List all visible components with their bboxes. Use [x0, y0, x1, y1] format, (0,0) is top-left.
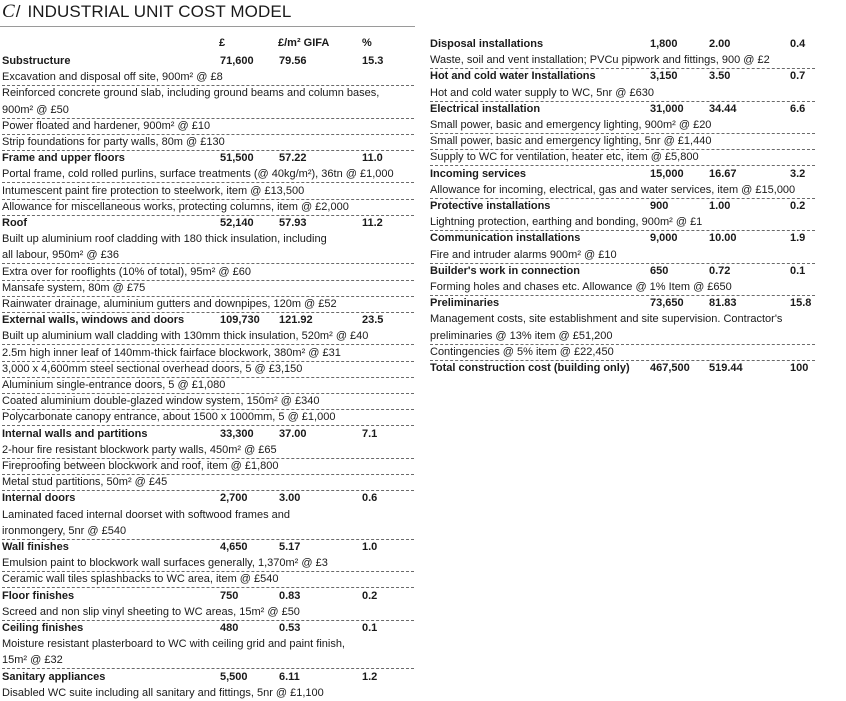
cost-value: 15,000: [650, 167, 684, 180]
cost-heading-row: [430, 68, 815, 84]
item-description: Polycarbonate canopy entrance, about 1500 x 1000mm, 5 @ £1,000: [2, 411, 336, 424]
element-name: Total construction cost (building only): [430, 362, 630, 374]
cost-item-row: [2, 102, 414, 119]
element-name: External walls, windows and doors: [2, 314, 185, 327]
item-description: Ceramic wall tiles splashbacks to WC area, item @ £540: [2, 573, 279, 586]
rate-value: 3.00: [279, 492, 301, 505]
percent-value: 15.8: [790, 297, 812, 310]
item-description: Small power, basic and emergency lighting, 5nr @ £1,440: [430, 135, 712, 148]
element-name: Frame and upper floors: [2, 152, 125, 165]
rate-value: 121.92: [279, 314, 313, 327]
cost-item-row: [2, 636, 414, 652]
cost-item-row: [2, 280, 414, 297]
cost-value: 71,600: [220, 55, 254, 67]
cost-value: 73,650: [650, 297, 684, 310]
cost-item-row: [2, 361, 414, 378]
percent-value: 7.1: [362, 427, 378, 440]
cost-heading-row: [430, 198, 815, 214]
item-description: Rainwater drainage, aluminium gutters and downpipes, 120m @ £52: [2, 298, 337, 310]
item-description: Moisture resistant plasterboard to WC with ceiling grid and paint finish,: [2, 638, 345, 651]
cost-item-row: [2, 183, 414, 200]
cost-item-row: [2, 458, 414, 475]
header-percent: %: [362, 37, 372, 49]
rate-value: 3.50: [709, 70, 731, 83]
rate-value: 34.44: [709, 102, 737, 115]
item-description: Forming holes and chases etc. Allowance @ 1% Item @ £650: [430, 281, 732, 293]
item-description: Emulsion paint to blockwork wall surfaces generally, 1,370m² @ £3: [2, 557, 328, 570]
cost-heading-row: [430, 101, 815, 117]
percent-value: 6.6: [790, 102, 806, 115]
cost-heading-row: [430, 360, 815, 376]
cost-item-row: [2, 166, 414, 183]
cost-value: 1,800: [650, 38, 678, 50]
cost-item-row: [2, 555, 414, 572]
cost-value: 109,730: [220, 314, 260, 327]
section-letter: C: [2, 1, 15, 22]
cost-heading-row: [2, 53, 414, 69]
percent-value: 1.9: [790, 232, 806, 245]
rate-value: 16.67: [709, 167, 737, 180]
cost-item-row: [430, 279, 815, 296]
cost-item-row: [2, 247, 414, 264]
cost-item-row: [2, 685, 414, 701]
item-description: Hot and cold water supply to WC, 5nr @ £630: [430, 86, 654, 99]
cost-value: 33,300: [220, 427, 254, 440]
cost-item-row: [430, 344, 815, 361]
cost-item-row: [2, 507, 414, 523]
cost-item-row: [2, 442, 414, 459]
cost-item-row: [2, 85, 414, 101]
item-description: Portal frame, cold rolled purlins, surface treatments (@ 40kg/m²), 36tn @ £1,000: [2, 168, 394, 181]
rate-value: 6.11: [279, 670, 300, 683]
cost-heading-row: [2, 490, 414, 506]
cost-item-row: [2, 523, 414, 540]
item-description: Power floated and hardener, 900m² @ £10: [2, 119, 211, 132]
cost-item-row: [2, 264, 414, 281]
item-description: Excavation and disposal off site, 900m² @ £8: [2, 71, 223, 84]
cost-heading-row: [430, 263, 815, 279]
cost-heading-row: [2, 312, 414, 328]
item-description: Laminated faced internal doorset with softwood frames and: [2, 508, 290, 521]
rate-value: 10.00: [709, 232, 737, 245]
element-name: Disposal installations: [430, 38, 544, 50]
element-name: Internal doors: [2, 492, 76, 505]
cost-heading-row: [2, 150, 414, 166]
item-description: Metal stud partitions, 50m² @ £45: [2, 476, 168, 489]
cost-item-row: [2, 409, 414, 426]
element-name: Protective installations: [430, 200, 551, 212]
item-description: Waste, soil and vent installation; PVCu pipwork and fittings, 900 @ £2: [430, 54, 770, 67]
cost-heading-row: [2, 588, 414, 604]
cost-value: 4,650: [220, 541, 248, 553]
cost-value: 5,500: [220, 670, 248, 683]
item-description: Small power, basic and emergency lighting, 900m² @ £20: [430, 119, 712, 131]
cost-item-row: [2, 474, 414, 491]
title-divider: /: [15, 2, 21, 21]
cost-heading-row: [430, 166, 815, 182]
cost-value: 750: [220, 589, 239, 602]
element-name: Builder's work in connection: [430, 264, 580, 277]
item-description: Built up aluminium wall cladding with 130mm thick insulation, 520m² @ £40: [2, 330, 369, 343]
cost-heading-row: [2, 539, 414, 555]
item-description: Supply to WC for ventilation, heater etc, item @ £5,800: [430, 151, 699, 164]
rate-value: 0.72: [709, 264, 731, 277]
item-description: 2-hour fire resistant blockwork party walls, 450m² @ £65: [2, 443, 277, 456]
rate-value: 519.44: [709, 362, 743, 374]
item-description: Contingencies @ 5% item @ £22,450: [430, 345, 614, 358]
title-text: INDUSTRIAL UNIT COST MODEL: [27, 2, 292, 21]
percent-value: 0.1: [362, 622, 378, 634]
element-name: Roof: [2, 217, 28, 229]
cost-value: 31,000: [650, 102, 684, 115]
cost-value: 900: [650, 200, 669, 212]
cost-value: 52,140: [220, 217, 254, 229]
item-description: Fireproofing between blockwork and roof, item @ £1,800: [2, 460, 279, 472]
header-cost: £: [219, 37, 226, 49]
header-rate: £/m² GIFA: [278, 37, 330, 49]
page-title: [2, 0, 291, 24]
percent-value: 15.3: [362, 55, 384, 67]
element-name: Wall finishes: [2, 541, 69, 553]
cost-item-row: [430, 52, 815, 69]
element-name: Preliminaries: [430, 297, 500, 310]
element-name: Electrical installation: [430, 102, 541, 115]
title-rule: [0, 26, 415, 27]
cost-item-row: [430, 149, 815, 166]
element-name: Sanitary appliances: [2, 670, 106, 683]
cost-item-row: [2, 393, 414, 410]
cost-value: 3,150: [650, 70, 678, 83]
rate-value: 0.53: [279, 622, 301, 634]
cost-item-row: [2, 571, 414, 588]
percent-value: 0.4: [790, 38, 806, 50]
cost-item-row: [2, 328, 414, 345]
cost-item-row: [2, 69, 414, 86]
percent-value: 0.1: [790, 264, 806, 277]
cost-value: 2,700: [220, 492, 248, 505]
percent-value: 0.2: [362, 589, 378, 602]
cost-item-row: [2, 199, 414, 216]
cost-heading-row: [2, 669, 414, 685]
percent-value: 0.2: [790, 200, 806, 212]
element-name: Floor finishes: [2, 589, 75, 602]
cost-heading-row: [2, 426, 414, 442]
cost-item-row: [2, 652, 414, 669]
element-name: Incoming services: [430, 167, 526, 180]
cost-item-row: [2, 134, 414, 151]
item-description: all labour, 950m² @ £36: [2, 249, 119, 262]
cost-heading-row: [430, 230, 815, 246]
item-description: Management costs, site establishment and site supervision. Contractor's: [430, 313, 783, 326]
cost-item-row: [2, 231, 414, 247]
item-description: Intumescent paint fire protection to steelwork, item @ £13,500: [2, 184, 305, 197]
cost-value: 51,500: [220, 152, 254, 165]
cost-item-row: [2, 377, 414, 394]
percent-value: 3.2: [790, 167, 806, 180]
percent-value: 11.0: [362, 152, 383, 165]
cost-heading-row: [2, 620, 414, 636]
cost-heading-row: [430, 36, 815, 52]
rate-value: 57.22: [279, 152, 307, 165]
cost-item-row: [430, 328, 815, 345]
item-description: Strip foundations for party walls, 80m @ £130: [2, 136, 225, 148]
item-description: Disabled WC suite including all sanitary and fittings, 5nr @ £1,100: [2, 686, 324, 699]
cost-value: 480: [220, 622, 239, 634]
item-description: Aluminium single-entrance doors, 5 @ £1,080: [2, 379, 226, 391]
percent-value: 0.7: [790, 70, 806, 83]
item-description: ironmongery, 5nr @ £540: [2, 524, 127, 537]
rate-value: 37.00: [279, 427, 307, 440]
item-description: preliminaries @ 13% item @ £51,200: [430, 329, 613, 342]
item-description: Extra over for rooflights (10% of total), 95m² @ £60: [2, 265, 251, 278]
cost-item-row: [430, 182, 815, 199]
item-description: Fire and intruder alarms 900m² @ £10: [430, 248, 617, 261]
cost-item-row: [2, 296, 414, 313]
cost-item-row: [2, 345, 414, 362]
element-name: Communication installations: [430, 232, 581, 245]
percent-value: 11.2: [362, 217, 383, 229]
cost-item-row: [430, 214, 815, 231]
cost-item-row: [430, 311, 815, 327]
element-name: Internal walls and partitions: [2, 427, 148, 440]
cost-item-row: [430, 85, 815, 102]
item-description: Allowance for incoming, electrical, gas and water services, item @ £15,000: [430, 183, 796, 196]
item-description: Allowance for miscellaneous works, protecting columns, item @ £2,000: [2, 200, 349, 213]
item-description: Screed and non slip vinyl sheeting to WC areas, 15m² @ £50: [2, 605, 300, 618]
element-name: Hot and cold water Installations: [430, 70, 596, 83]
rate-value: 79.56: [279, 55, 307, 67]
cost-value: 650: [650, 264, 669, 277]
percent-value: 0.6: [362, 492, 378, 505]
item-description: Mansafe system, 80m @ £75: [2, 281, 146, 294]
rate-value: 2.00: [709, 38, 731, 50]
item-description: 3,000 x 4,600mm steel sectional overhead doors, 5 @ £3,150: [2, 362, 303, 375]
cost-heading-row: [430, 295, 815, 311]
item-description: Coated aluminium double-glazed window system, 150m² @ £340: [2, 395, 320, 408]
percent-value: 23.5: [362, 314, 384, 327]
rate-value: 0.83: [279, 589, 301, 602]
cost-value: 9,000: [650, 232, 678, 245]
cost-item-row: [430, 247, 815, 264]
item-description: Lightning protection, earthing and bonding, 900m² @ £1: [430, 216, 703, 229]
item-description: 2.5m high inner leaf of 140mm-thick fairface blockwork, 380m² @ £31: [2, 346, 341, 359]
percent-value: 1.2: [362, 670, 378, 683]
rate-value: 1.00: [709, 200, 731, 212]
percent-value: 100: [790, 362, 809, 374]
item-description: 900m² @ £50: [2, 103, 69, 116]
rate-value: 57.93: [279, 217, 307, 229]
element-name: Substructure: [2, 55, 71, 67]
cost-heading-row: [2, 215, 414, 231]
cost-item-row: [430, 133, 815, 150]
rate-value: 81.83: [709, 297, 737, 310]
rate-value: 5.17: [279, 541, 301, 553]
cost-item-row: [2, 604, 414, 621]
item-description: Reinforced concrete ground slab, including ground beams and column bases,: [2, 87, 380, 100]
cost-value: 467,500: [650, 362, 690, 374]
item-description: 15m² @ £32: [2, 654, 63, 667]
cost-item-row: [430, 117, 815, 134]
percent-value: 1.0: [362, 541, 378, 553]
element-name: Ceiling finishes: [2, 622, 84, 634]
cost-item-row: [2, 118, 414, 135]
item-description: Built up aluminium roof cladding with 180 thick insulation, including: [2, 233, 327, 246]
